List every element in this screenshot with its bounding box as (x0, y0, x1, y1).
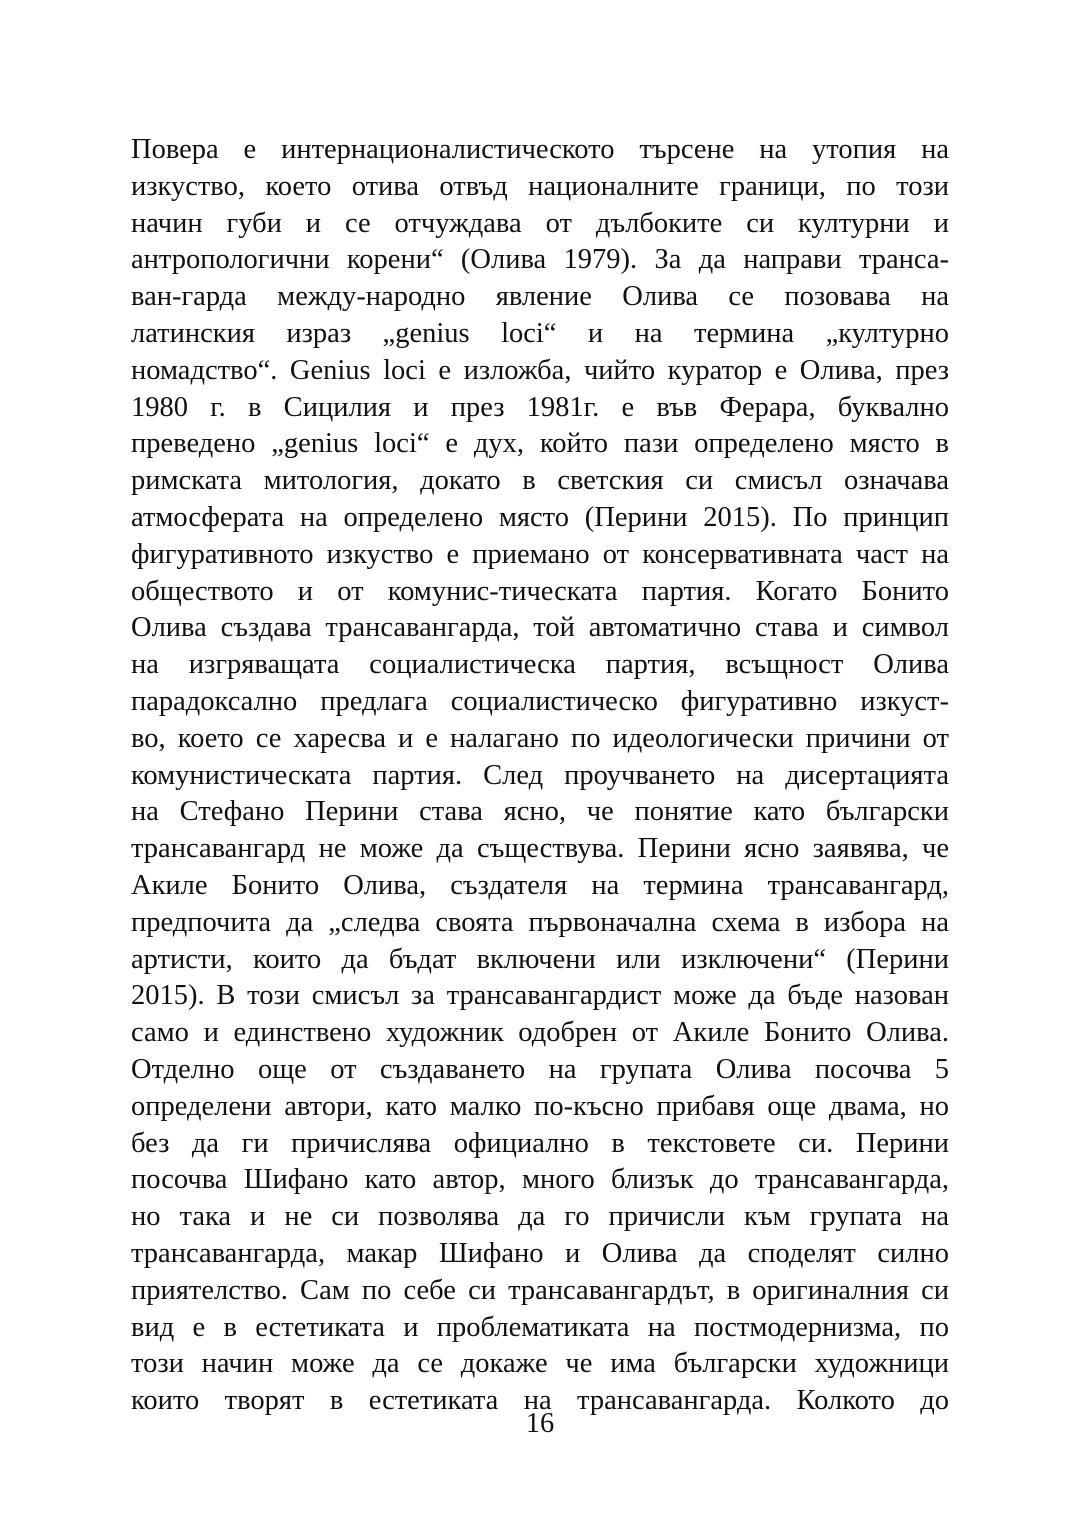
text-line: начин губи и се отчуждава от дълбоките си културни и (131, 207, 949, 239)
text-line: антропологични корени“ (Олива 1979). За да направи транса- (131, 244, 949, 276)
text-line: този начин може да се докаже че има български художници (131, 1348, 949, 1380)
text-line: латинския израз „genius loci“ и на термина „културно (131, 317, 949, 349)
text-line: преведено „genius loci“ е дух, който пази определено място в (131, 428, 949, 460)
text-line: приятелство. Сам по себе си трансавангардът, в оригиналния си (131, 1274, 949, 1306)
text-line: само и единствено художник одобрен от Акиле Бонито Олива. (131, 1017, 949, 1049)
text-line: фигуративното изкуство е приемано от консервативната част на (131, 538, 949, 570)
text-line: римската митология, докато в светския си смисъл означава (131, 465, 949, 497)
text-line: Отделно още от създаването на групата Олива посочва 5 (131, 1053, 949, 1085)
text-line: трансавангард не може да съществува. Перини ясно заявява, че (131, 833, 949, 865)
text-line: ван-гарда между-народно явление Олива се позовава на (131, 281, 949, 313)
text-line: посочва Шифано като автор, много близък до трансавангарда, (131, 1164, 949, 1196)
text-line: комунистическата партия. След проучването на дисертацията (131, 759, 949, 791)
text-line: парадоксално предлага социалистическо фигуративно изкуст- (131, 685, 949, 717)
text-line: номадство“. Genius loci е изложба, чийто куратор е Олива, през (131, 354, 949, 386)
text-line: трансавангарда, макар Шифано и Олива да споделят силно (131, 1237, 949, 1269)
text-line: без да ги причислява официално в текстовете си. Перини (131, 1127, 949, 1159)
text-line: вид е в естетиката и проблематиката на постмодернизма, по (131, 1311, 949, 1343)
text-line: но така и не си позволява да го причисли към групата на (131, 1201, 949, 1233)
text-line: обществото и от комунис-тическата партия. Когато Бонито (131, 575, 949, 607)
text-line: определени автори, като малко по-късно прибавя още двама, но (131, 1090, 949, 1122)
text-line: атмосферата на определено място (Перини 2015). По принцип (131, 501, 949, 533)
page-number: 16 (525, 1408, 555, 1439)
text-line: артисти, които да бъдат включени или изключени“ (Перини (131, 943, 949, 975)
text-line: Олива създава трансавангарда, той автоматично става и символ (131, 612, 949, 644)
text-line: предпочита да „следва своята първоначална схема в избора на (131, 906, 949, 938)
text-line: които творят в естетиката на трансавангарда. Колкото до (131, 1385, 949, 1417)
text-line: Акиле Бонито Олива, създателя на термина трансавангард, (131, 869, 949, 901)
text-line: во, което се харесва и е налагано по идеологически причини от (131, 722, 949, 754)
text-line: 2015). В този смисъл за трансавангардист може да бъде назован (131, 980, 949, 1012)
text-line: изкуство, което отива отвъд националните граници, по този (131, 170, 949, 202)
text-line: на Стефано Перини става ясно, че понятие като български (131, 796, 949, 828)
text-line: Повера е интернационалистическото търсене на утопия на (131, 134, 949, 165)
text-line: на изгряващата социалистическа партия, всъщност Олива (131, 649, 949, 681)
body-paragraph (131, 132, 949, 1420)
text-line: 1980 г. в Сицилия и през 1981г. е във Ферара, буквално (131, 391, 949, 423)
